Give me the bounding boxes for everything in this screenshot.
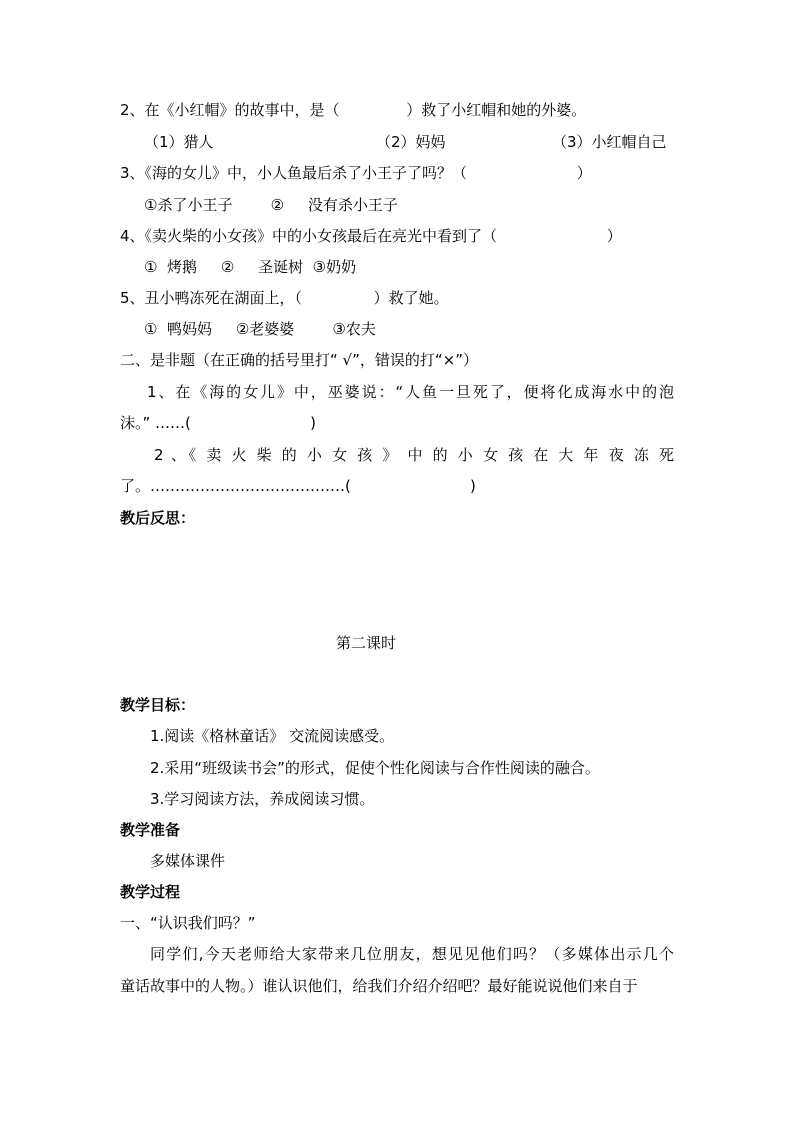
step-1-heading: 一、“认识我们吗？”	[120, 914, 256, 932]
true-false-item-2-line-2: 了。…………………………………( )	[120, 477, 476, 495]
paragraph-line-2: 童话故事中的人物。）谁认识他们，给我们介绍介绍吧？最好能说说他们来自于	[120, 977, 638, 995]
question-2-option-2: （2）妈妈	[376, 133, 446, 151]
teaching-goal-2: 2.采用“班级读书会”的形式，促使个性化阅读与合作性阅读的融合。	[150, 759, 600, 777]
question-2-option-1: （1）猎人	[144, 133, 214, 151]
true-false-item-2-line-1: 2 、《 卖 火 柴 的 小 女 孩 》 中 的 小 女 孩 在 大 年 夜 冻 死	[154, 446, 674, 464]
teaching-process-heading: 教学过程	[120, 883, 181, 901]
lesson-2-title: 第二课时	[336, 634, 397, 652]
teaching-goals-heading: 教学目标：	[120, 696, 196, 714]
question-2-option-3: （3）小红帽自己	[552, 133, 667, 151]
section-2-heading: 二、是非题（在正确的括号里打“ √”，错误的打“×”）	[120, 351, 478, 369]
question-5-stem: 5、丑小鸭冻死在湖面上，（ ）救了她。	[120, 289, 449, 307]
teaching-prep-heading: 教学准备	[120, 821, 181, 839]
paragraph-line-1: 同学们,今天老师给大家带来几位朋友，想见见他们吗？（多媒体出示几个	[150, 945, 674, 963]
true-false-item-1-line-1: 1、在《海的女儿》中，巫婆说：“人鱼一旦死了，便将化成海水中的泡	[147, 383, 674, 401]
question-3-options: ①杀了小王子 ② 没有杀小王子	[144, 196, 398, 214]
question-5-options: ① 鸭妈妈 ②老婆婆 ③农夫	[144, 320, 376, 338]
teaching-goal-3: 3.学习阅读方法，养成阅读习惯。	[150, 790, 375, 808]
true-false-item-1-line-2: 沫。” ……( )	[120, 414, 316, 432]
question-4-stem: 4、《卖火柴的小女孩》中的小女孩最后在亮光中看到了（ ）	[120, 227, 622, 245]
question-2-stem: 2、在《小红帽》的故事中，是（ ）救了小红帽和她的外婆。	[120, 101, 587, 119]
question-3-stem: 3、《海的女儿》中，小人鱼最后杀了小王子了吗？（ ）	[120, 164, 592, 182]
reflection-label: 教后反思：	[120, 509, 196, 527]
teaching-goal-1: 1.阅读《格林童话》 交流阅读感受。	[150, 727, 395, 745]
question-4-options: ① 烤鹅 ② 圣诞树 ③奶奶	[144, 258, 357, 276]
teaching-prep-item: 多媒体课件	[150, 852, 226, 870]
